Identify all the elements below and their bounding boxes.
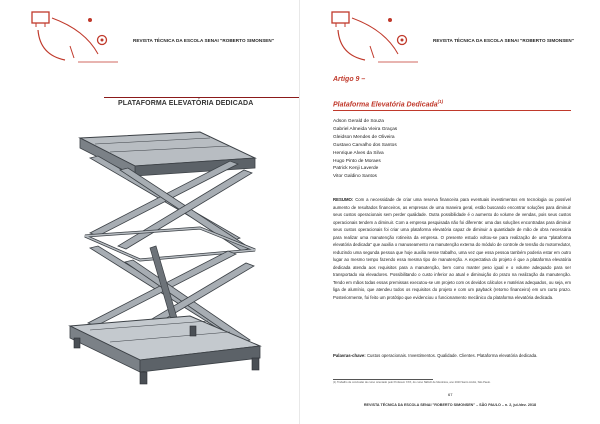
- abstract-text: Com a necessidade de criar uma reserva financeira para eventuais investimentos em tecnologia ou possível aumento de resultados financeiros, as empresas de uma maneira geral, estão buscando encontrar soluções para diminuir seus custos operacionais sem perder qualidade. Outra possibilidade é o aumento do volume de vendas, pois seus custos operacionais tendem a diminuir. Com a empresa pesquisada não foi diferente: uma das soluções encontradas para diminuir seus custos operacionais foi criar uma plataforma elevatória capaz de diminuir a quantidade de mão de obra necessária para realizar uma manutenção rotineira da empresa. O presente estudo voltou-se para realização de uma "plataforma elevatória dedicada" que auxilia o manuseamento na manutenção externa do módulo de controle de tensão do motorredutor, reduzindo uma segunda pessoa que hoje auxilia nesse trabalho, uma vez que essa pessoa também poderia estar em outro lugar ao mesmo tempo fazendo essa mesma tipo de manutenção. A expectativa do projeto é que a plataforma elevatória dedicada atenda aos requisitos para a manutenção, bem como manter peso igual e o volume adequado para ser transportado via elevadores. Possibilitando o custo inferior ao atual e diminuição do prazo na realização da manutenção. Tendo em mãos todas essas premissas executou-se um projeto com os devidos cálculos e matérias adequados, ou seja, em liga de alumínio, que atendeu todos os requisitos do projeto e com um payback (retorno financeiro) em um curto prazo. Posteriormente, foi feito um protótipo que evidenciou o funcionamento mecânico da plataforma elevatória dedicada.: [333, 197, 571, 300]
- page-number: 67: [448, 392, 453, 397]
- footnote-rule: [333, 379, 433, 380]
- author: Gabriel Almeida Vieira Graças: [333, 126, 398, 132]
- journal-logo-icon: [30, 10, 120, 66]
- author: Henrique Alves da Silva: [333, 150, 384, 156]
- journal-logo-icon: [330, 10, 420, 66]
- author: Gleidson Mendes de Oliveira: [333, 134, 395, 140]
- keywords-label: Palavras-chave:: [333, 353, 366, 358]
- author: Patrick Kenji Laverde: [333, 166, 379, 172]
- article-title: Plataforma Elevatória Dedicada$^{(1)}$: [333, 99, 444, 109]
- right-page: [300, 0, 600, 424]
- page-footer: REVISTA TÉCNICA DA ESCOLA SENAI "ROBERTO SIMONSEN" – SÃO PAULO – n. 2, jul./dez. 2018: [363, 403, 537, 407]
- journal-header: REVISTA TÉCNICA DA ESCOLA SENAI "ROBERTO SIMONSEN": [133, 38, 275, 43]
- author: Vitor Galdino Santos: [333, 174, 377, 180]
- author: Hugo Pinto de Moraes: [333, 158, 381, 164]
- author: Gustavo Carvalho dos Santos: [333, 142, 397, 148]
- abstract: [333, 196, 571, 301]
- keywords-text: Custos operacionais. Investimentos. Qualidade. Clientes. Plataforma elevatória dedicada.: [366, 353, 538, 358]
- abstract-label: RESUMO:: [333, 197, 354, 202]
- article-number: Artigo 9 –: [333, 76, 366, 83]
- section-title: PLATAFORMA ELEVATÓRIA DEDICADA: [118, 100, 254, 107]
- scissor-lift-figure: [40, 128, 270, 413]
- title-footnote-marker: (1): [437, 99, 444, 104]
- section-rule: [104, 97, 300, 98]
- journal-header: REVISTA TÉCNICA DA ESCOLA SENAI "ROBERTO SIMONSEN": [433, 38, 575, 43]
- author: Adson Gerald de Souza: [333, 119, 384, 124]
- author-list: [333, 118, 397, 181]
- keywords: [333, 352, 571, 360]
- footnote: (1) Trabalho de conclusão de curso orientado pelo Professor XXX, do curso SENAI de Mecânica, ano 2020 Santo André, São Paulo.: [333, 381, 491, 384]
- title-rule: [333, 110, 571, 111]
